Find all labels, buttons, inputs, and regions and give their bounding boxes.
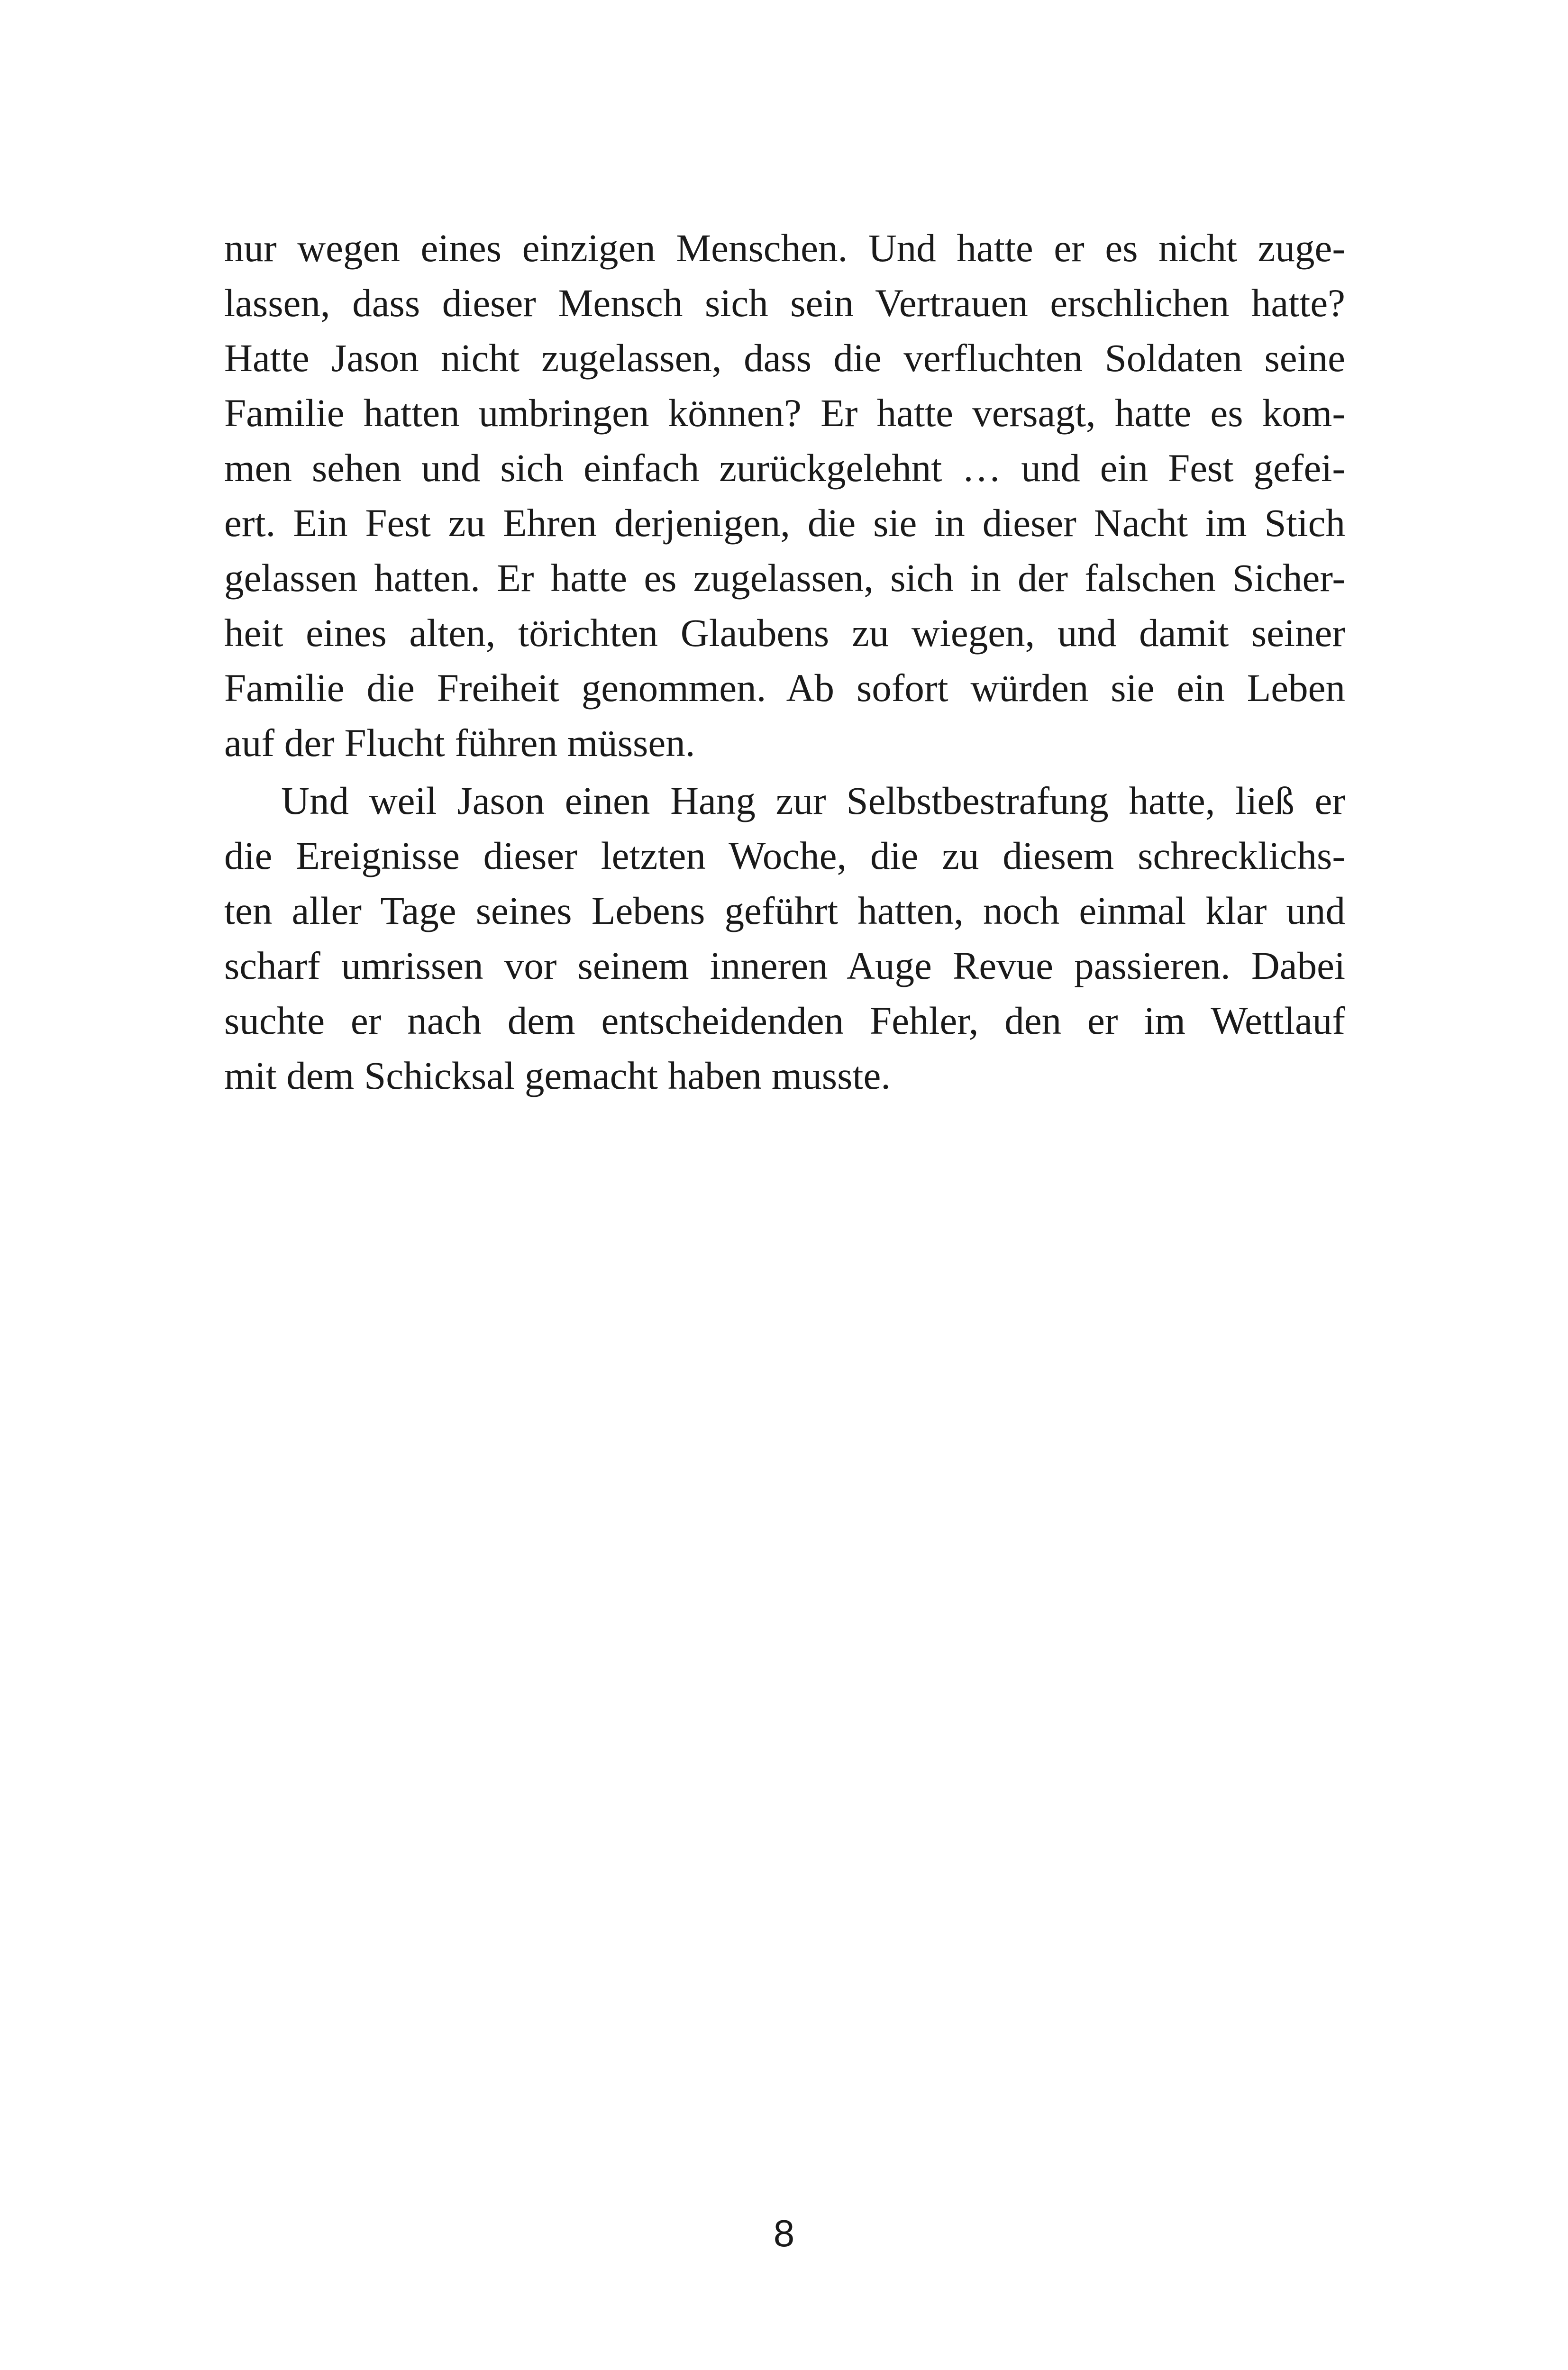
paragraph-1: [224, 220, 1345, 770]
text-line: Familie die Freiheit genommen. Ab sofort würden sie ein Leben: [224, 666, 1345, 710]
text-line: lassen, dass dieser Mensch sich sein Vertrauen erschlichen hatte?: [224, 281, 1345, 325]
text-line: die Ereignisse dieser letzten Woche, die zu diesem schrecklichs-: [224, 834, 1345, 877]
text-line: auf der Flucht führen müssen.: [224, 721, 695, 765]
text-line: Familie hatten umbringen können? Er hatte versagt, hatte es kom-: [224, 391, 1345, 435]
text-line: Hatte Jason nicht zugelassen, dass die verfluchten Soldaten seine: [224, 336, 1345, 380]
text-line: ert. Ein Fest zu Ehren derjenigen, die sie in dieser Nacht im Stich: [224, 501, 1345, 545]
text-line: nur wegen eines einzigen Menschen. Und hatte er es nicht zuge-: [224, 226, 1345, 270]
body-text: [224, 220, 1345, 1103]
text-line: men sehen und sich einfach zurückgelehnt … und ein Fest gefei-: [224, 446, 1345, 490]
text-line: Und weil Jason einen Hang zur Selbstbestrafung hatte, ließ er: [281, 779, 1345, 822]
paragraph-2: [224, 773, 1345, 1103]
text-line: suchte er nach dem entscheidenden Fehler, den er im Wettlauf: [224, 999, 1345, 1042]
text-line: gelassen hatten. Er hatte es zugelassen, sich in der falschen Sicher-: [224, 556, 1345, 600]
text-line: scharf umrissen vor seinem inneren Auge Revue passieren. Dabei: [224, 944, 1345, 987]
page-number: 8: [773, 2212, 795, 2254]
text-line: heit eines alten, törichten Glaubens zu wiegen, und damit seiner: [224, 611, 1345, 655]
text-line: ten aller Tage seines Lebens geführt hatten, noch einmal klar und: [224, 889, 1345, 932]
text-line: mit dem Schicksal gemacht haben musste.: [224, 1054, 891, 1097]
